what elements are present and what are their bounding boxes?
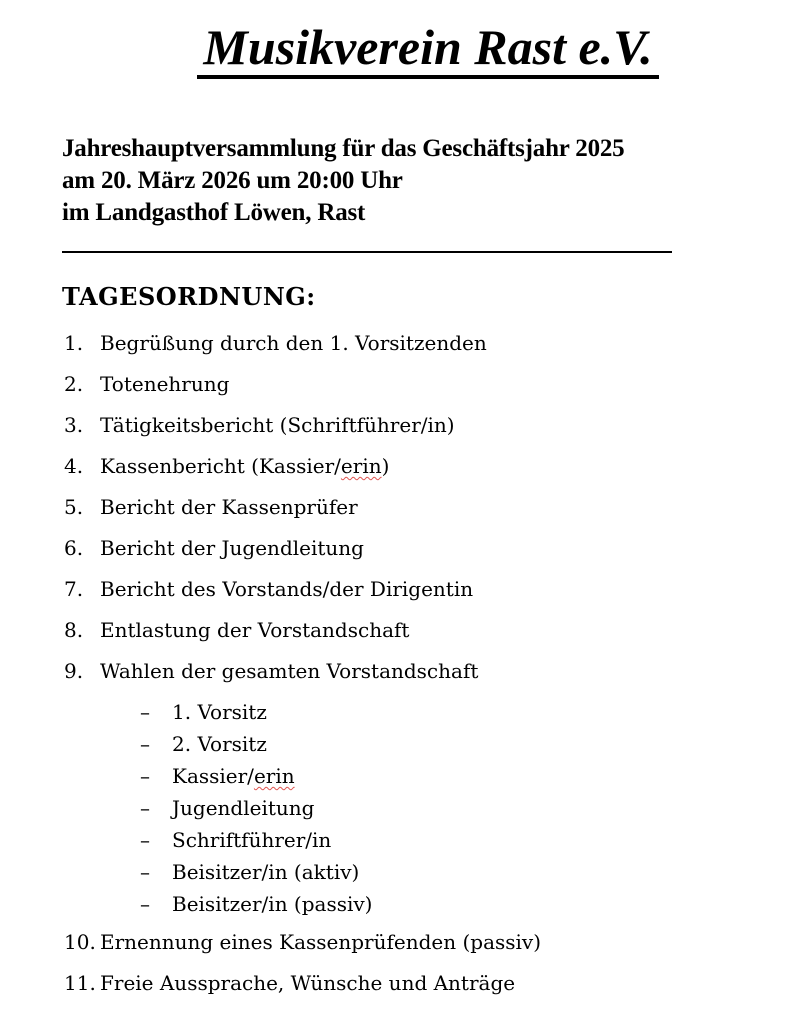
agenda-item-number: 7.: [64, 577, 84, 601]
agenda-item-text: [100, 452, 808, 480]
agenda-item-number: 11.: [64, 971, 96, 995]
misspelled-word[interactable]: erin: [340, 454, 382, 478]
agenda-sub-item: [140, 890, 808, 918]
agenda-heading: TAGESORDNUNG:: [62, 282, 316, 311]
agenda-sub-item: [140, 698, 808, 726]
agenda-sub-item-text: Beisitzer/in (aktiv): [172, 860, 360, 884]
agenda-item-text: Totenehrung: [100, 372, 230, 396]
agenda-item-number: 3.: [64, 413, 84, 437]
agenda-sub-item: [140, 730, 808, 758]
agenda-item: [62, 411, 808, 439]
agenda-item: [62, 329, 808, 357]
agenda-item-text: Freie Aussprache, Wünsche und Anträge: [100, 971, 516, 995]
horizontal-divider: [62, 251, 672, 253]
agenda-item-text: Bericht des Vorstands/der Dirigentin: [100, 577, 474, 601]
agenda-sub-item-text: 2. Vorsitz: [172, 732, 267, 756]
agenda-item-number: 4.: [64, 454, 84, 478]
agenda-sub-item: [140, 826, 808, 854]
meeting-info-line2: am 20. März 2026 um 20:00 Uhr: [62, 167, 403, 194]
agenda-sub-list: [140, 698, 808, 918]
meeting-info-line3: im Landgasthof Löwen, Rast: [62, 199, 366, 226]
dash-bullet: –: [140, 700, 150, 724]
agenda-sub-item-text: Schriftführer/in: [172, 828, 332, 852]
meeting-info-line1: Jahreshauptversammlung für das Geschäftsjahr 2025: [62, 135, 625, 162]
meeting-info-block: [62, 133, 808, 229]
agenda-item: [62, 493, 808, 521]
agenda-list: [62, 329, 808, 997]
agenda-sub-item-text: Jugendleitung: [172, 796, 315, 820]
agenda-item-text: Bericht der Kassenprüfer: [100, 495, 358, 519]
agenda-item: [62, 575, 808, 603]
dash-bullet: –: [140, 732, 150, 756]
agenda-sub-item-text: [172, 762, 295, 790]
title-area: [0, 0, 808, 79]
dash-bullet: –: [140, 796, 150, 820]
dash-bullet: –: [140, 828, 150, 852]
agenda-item-text: Tätigkeitsbericht (Schriftführer/in): [100, 413, 455, 437]
agenda-item: [62, 969, 808, 997]
agenda-item: [62, 657, 808, 685]
agenda-item-number: 6.: [64, 536, 84, 560]
agenda-sub-item: [140, 794, 808, 822]
agenda-item-number: 8.: [64, 618, 84, 642]
agenda-item-number: 1.: [64, 331, 84, 355]
agenda-sub-item-text: 1. Vorsitz: [172, 700, 267, 724]
agenda-item: [62, 370, 808, 398]
dash-bullet: –: [140, 764, 150, 788]
agenda-item-text-part: Kassenbericht (Kassier/: [100, 454, 341, 478]
agenda-item-number: 2.: [64, 372, 84, 396]
misspelled-word[interactable]: erin: [253, 764, 295, 788]
dash-bullet: –: [140, 892, 150, 916]
agenda-item: [62, 534, 808, 562]
agenda-sub-item-text: Beisitzer/in (passiv): [172, 892, 373, 916]
agenda-sub-item: [140, 858, 808, 886]
agenda-sub-item: [140, 762, 808, 790]
agenda-item-text: Begrüßung durch den 1. Vorsitzenden: [100, 331, 487, 355]
agenda-item-text: Ernennung eines Kassenprüfenden (passiv): [100, 930, 542, 954]
agenda-item-text: Wahlen der gesamten Vorstandschaft: [100, 659, 479, 683]
agenda-item-number: 9.: [64, 659, 84, 683]
agenda-item-number: 5.: [64, 495, 84, 519]
agenda-item: [62, 928, 808, 956]
agenda-item: [62, 452, 808, 480]
agenda-item: [62, 616, 808, 644]
document-title: Musikverein Rast e.V.: [197, 20, 658, 79]
agenda-item-text-part: ): [381, 454, 390, 478]
agenda-item-text: Bericht der Jugendleitung: [100, 536, 364, 560]
agenda-item-number: 10.: [64, 930, 96, 954]
dash-bullet: –: [140, 860, 150, 884]
agenda-item-text: Entlastung der Vorstandschaft: [100, 618, 410, 642]
agenda-sub-item-text-part: Kassier/: [172, 764, 254, 788]
